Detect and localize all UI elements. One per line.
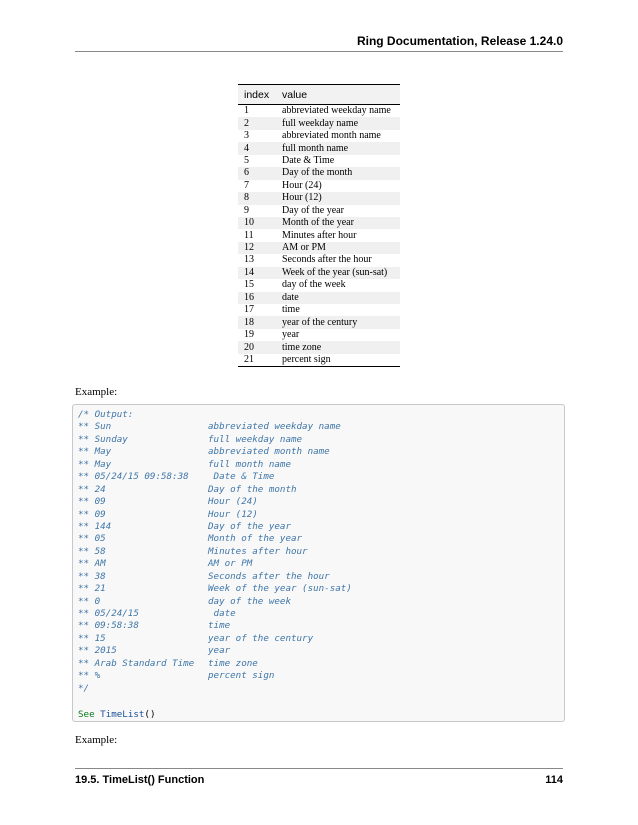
code-output-description: full month name xyxy=(208,458,291,470)
cell-value: percent sign xyxy=(282,353,331,365)
code-output-description: Hour (12) xyxy=(208,508,258,520)
table-header-row xyxy=(238,85,400,105)
code-output-value: ** 58 xyxy=(78,545,106,557)
table-row xyxy=(238,229,400,241)
cell-index: 10 xyxy=(238,217,276,229)
code-line xyxy=(78,471,564,483)
cell-index: 20 xyxy=(238,341,276,353)
code-line xyxy=(78,620,564,632)
code-output-description: Minutes after hour xyxy=(208,545,308,557)
cell-value: day of the week xyxy=(282,279,346,291)
code-output-value: ** 05 xyxy=(78,533,106,545)
cell-value: Hour (12) xyxy=(276,192,400,204)
code-output-value: ** 09:58:38 xyxy=(78,620,139,632)
cell-value: time xyxy=(282,304,300,316)
cell-value: AM or PM xyxy=(276,242,400,254)
code-output-description: date xyxy=(208,608,236,619)
cell-index: 6 xyxy=(238,167,276,179)
code-output-description: Seconds after the hour xyxy=(208,570,330,582)
code-output-description: full weekday name xyxy=(208,433,303,445)
table-row xyxy=(238,130,400,142)
cell-value: time zone xyxy=(276,341,400,353)
table-row xyxy=(238,354,400,367)
cell-value: full weekday name xyxy=(276,117,400,129)
cell-value: Day of the month xyxy=(276,167,400,179)
table-row xyxy=(238,254,400,266)
code-output-value: ** May xyxy=(78,458,112,470)
code-output-value: ** 09 xyxy=(78,496,106,508)
cell-index: 13 xyxy=(244,254,254,266)
cell-value: date xyxy=(276,292,400,304)
table-row xyxy=(238,279,400,291)
table-row xyxy=(238,117,400,129)
code-line xyxy=(78,583,564,595)
cell-index: 14 xyxy=(238,267,276,279)
table-row xyxy=(238,316,400,328)
cell-value: Month of the year xyxy=(276,217,400,229)
table-row xyxy=(238,205,400,217)
code-output-value: ** 38 xyxy=(78,570,106,582)
cell-value: Week of the year (sun-sat) xyxy=(276,267,400,279)
code-output-value: ** 2015 xyxy=(78,645,117,657)
code-output-description: percent sign xyxy=(208,670,275,682)
cell-index: 12 xyxy=(238,242,276,254)
column-header-value: value xyxy=(276,85,400,105)
table-row xyxy=(238,167,400,179)
cell-index: 17 xyxy=(244,304,254,316)
code-line xyxy=(78,645,564,657)
code-output-value: ** 05/24/15 xyxy=(78,608,139,619)
code-output-description: abbreviated month name xyxy=(208,446,330,458)
table-row xyxy=(238,105,400,118)
code-output-lines xyxy=(78,421,564,682)
code-output-description: time zone xyxy=(208,657,258,669)
footer-section-title: 19.5. TimeList() Function xyxy=(75,774,205,786)
table-row xyxy=(238,292,400,304)
code-line xyxy=(78,608,564,620)
table-row xyxy=(238,155,400,167)
code-output-value: ** 15 xyxy=(78,632,106,644)
table-row xyxy=(238,217,400,229)
code-output-description: Day of the year xyxy=(208,520,291,532)
code-output-value: ** Sunday xyxy=(78,433,128,445)
cell-value: year xyxy=(282,329,300,341)
code-output-description: AM or PM xyxy=(208,558,253,570)
code-output-description: time xyxy=(208,620,231,632)
cell-index: 4 xyxy=(238,142,276,154)
cell-index: 2 xyxy=(238,117,276,129)
code-line xyxy=(78,509,564,521)
cell-value: Seconds after the hour xyxy=(282,254,372,266)
table-body xyxy=(238,105,400,367)
code-output-description: Month of the year xyxy=(208,533,303,545)
cell-value: Day of the year xyxy=(282,204,344,216)
header-divider xyxy=(75,51,563,52)
cell-index: 5 xyxy=(244,154,249,166)
code-line xyxy=(78,571,564,583)
table-row xyxy=(238,142,400,154)
code-output-description: day of the week xyxy=(208,595,291,607)
cell-index: 15 xyxy=(244,279,254,291)
code-output-value: ** AM xyxy=(78,558,106,570)
code-line xyxy=(78,596,564,608)
cell-index: 21 xyxy=(244,353,254,365)
code-line xyxy=(78,658,564,670)
table-row xyxy=(238,192,400,204)
cell-value: full month name xyxy=(276,142,400,154)
cell-index: 1 xyxy=(244,105,249,117)
cell-index: 19 xyxy=(244,329,254,341)
code-output-value: ** % xyxy=(78,670,101,682)
code-line xyxy=(78,533,564,545)
code-line xyxy=(78,633,564,645)
cell-value: year of the century xyxy=(276,316,400,328)
code-output-value: ** 21 xyxy=(78,583,106,595)
cell-index: 8 xyxy=(238,192,276,204)
code-line xyxy=(78,484,564,496)
function-name: TimeList xyxy=(100,708,145,720)
code-comment-close: */ xyxy=(78,682,90,694)
code-output-value: ** Sun xyxy=(78,421,112,433)
code-line xyxy=(78,459,564,471)
code-output-description: Day of the month xyxy=(208,483,297,495)
code-output-description: Date & Time xyxy=(208,471,275,483)
example-label: Example: xyxy=(75,386,118,398)
code-output-value: ** 05/24/15 09:58:38 xyxy=(78,471,189,483)
code-output-value: ** 09 xyxy=(78,508,106,520)
cell-index: 16 xyxy=(238,292,276,304)
code-output-value: ** 0 xyxy=(78,595,101,607)
code-output-description: Week of the year (sun-sat) xyxy=(208,583,352,595)
cell-value: abbreviated month name xyxy=(282,130,381,142)
cell-index: 7 xyxy=(244,179,249,191)
code-line xyxy=(78,421,564,433)
code-line xyxy=(78,558,564,570)
function-parens: () xyxy=(144,708,156,720)
cell-value: Hour (24) xyxy=(282,179,322,191)
example-label-2: Example: xyxy=(75,734,118,746)
code-comment-open: /* Output: xyxy=(78,409,134,420)
code-output-description: year xyxy=(208,645,231,657)
code-output-value: ** May xyxy=(78,446,112,458)
format-codes-table xyxy=(238,84,400,367)
code-line xyxy=(78,434,564,446)
code-see-statement xyxy=(78,708,564,721)
table-row xyxy=(238,267,400,279)
code-output-description: year of the century xyxy=(208,632,314,644)
cell-value: Date & Time xyxy=(282,154,335,166)
cell-index: 3 xyxy=(244,130,249,142)
code-output-description: Hour (24) xyxy=(208,496,258,508)
code-output-value: ** 24 xyxy=(78,483,106,495)
cell-index: 18 xyxy=(238,316,276,328)
table-row xyxy=(238,329,400,341)
table-row xyxy=(238,304,400,316)
see-keyword: See xyxy=(78,708,95,720)
cell-value: Minutes after hour xyxy=(282,229,357,241)
code-line xyxy=(78,670,564,682)
table-row xyxy=(238,180,400,192)
page-number: 114 xyxy=(545,774,563,786)
footer-divider xyxy=(75,768,563,769)
code-line xyxy=(78,496,564,508)
code-line xyxy=(78,521,564,533)
code-line xyxy=(78,446,564,458)
code-output-description: abbreviated weekday name xyxy=(208,421,341,433)
cell-value: abbreviated weekday name xyxy=(282,105,391,117)
table-row xyxy=(238,341,400,353)
cell-index: 11 xyxy=(244,229,254,241)
code-output-value: ** Arab Standard Time xyxy=(78,657,195,669)
column-header-index: index xyxy=(238,85,276,105)
code-line xyxy=(78,546,564,558)
code-block xyxy=(72,404,565,722)
table-row xyxy=(238,242,400,254)
cell-index: 9 xyxy=(244,204,249,216)
code-output-value: ** 144 xyxy=(78,520,112,532)
running-header: Ring Documentation, Release 1.24.0 xyxy=(356,34,563,48)
